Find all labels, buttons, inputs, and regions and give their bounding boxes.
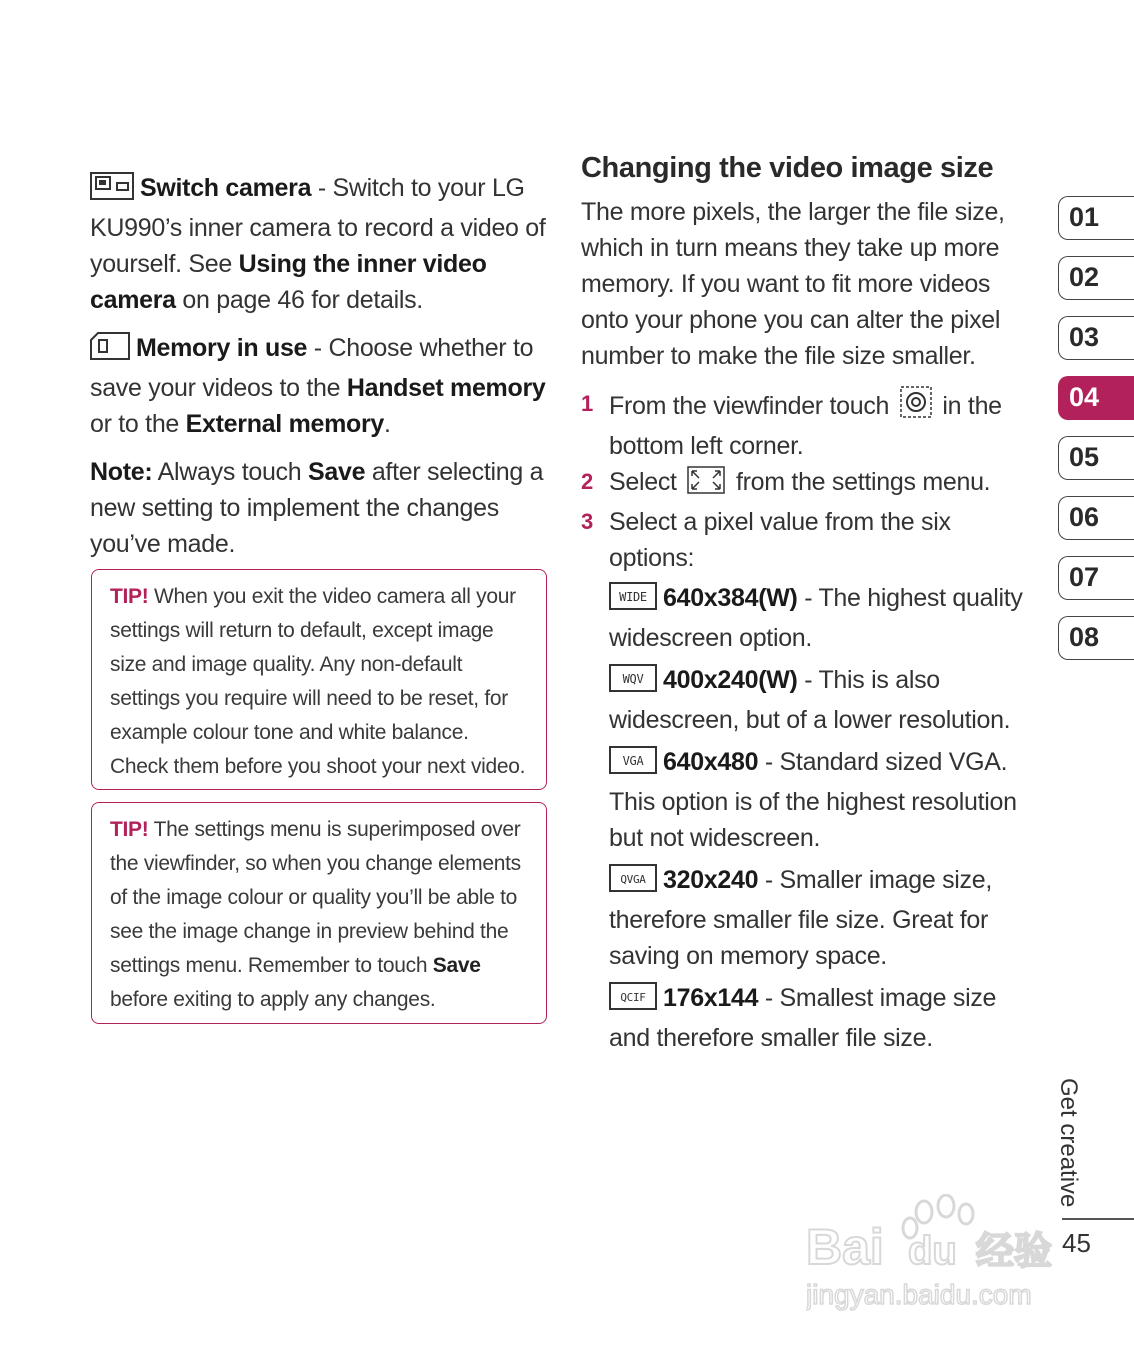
baidu-watermark xyxy=(806,1194,1070,1314)
left-column xyxy=(90,170,550,574)
memory-paragraph xyxy=(90,330,550,442)
step-1 xyxy=(581,386,1031,464)
option-desc: - Smallest image size and therefore smaller file size. xyxy=(609,984,997,1052)
option-wqv xyxy=(609,662,1031,738)
step-3 xyxy=(581,504,1031,576)
option-size: 640x384(W) xyxy=(663,584,798,612)
switch-camera-title: Switch camera xyxy=(140,174,312,202)
memory-card-icon xyxy=(90,332,130,370)
badge-text: QVGA xyxy=(620,873,646,886)
tab-08[interactable]: 08 xyxy=(1058,616,1134,660)
handset-memory-label: Handset memory xyxy=(346,374,546,402)
switch-camera-icon xyxy=(90,172,134,210)
memory-text: - Choose whether to save your videos to the xyxy=(90,334,534,402)
page-number: 45 xyxy=(1062,1228,1091,1258)
step-text: Select xyxy=(609,468,684,496)
step-number: 2 xyxy=(581,469,593,494)
option-desc: - Standard sized VGA. This option is of the highest resolution but not widescreen. xyxy=(609,748,1017,852)
switch-camera-text-end: on page 46 for details. xyxy=(175,286,423,314)
tab-06[interactable]: 06 xyxy=(1058,496,1134,540)
tab-05[interactable]: 05 xyxy=(1058,436,1134,480)
tip-box-2 xyxy=(91,802,547,1024)
inner-camera-reference: Using the inner video camera xyxy=(90,250,487,314)
step-text-end: from the settings menu. xyxy=(729,468,991,496)
memory-text-end: . xyxy=(384,410,391,438)
step-2 xyxy=(581,464,1031,504)
tab-07[interactable]: 07 xyxy=(1058,556,1134,600)
chapter-tabs xyxy=(1058,196,1134,676)
qcif-badge-icon xyxy=(609,982,657,1020)
tab-01[interactable]: 01 xyxy=(1058,196,1134,240)
badge-text: QCIF xyxy=(620,991,646,1004)
option-wide xyxy=(609,580,1031,656)
switch-camera-text: - Switch to your LG KU990’s inner camera to record a video of yourself. See xyxy=(90,174,546,278)
option-size: 640x480 xyxy=(663,748,759,776)
option-qvga xyxy=(609,862,1031,974)
option-desc: - The highest quality widescreen option. xyxy=(609,584,1023,652)
note-label: Note: xyxy=(90,458,153,486)
badge-text: WQV xyxy=(622,672,644,686)
note-paragraph xyxy=(90,454,550,562)
note-save-label: Save xyxy=(308,458,366,486)
option-desc: - Smaller image size, therefore smaller file size. Great for saving on memory space. xyxy=(609,866,992,970)
switch-camera-paragraph xyxy=(90,170,550,318)
watermark-du: du xyxy=(908,1229,957,1273)
badge-text: VGA xyxy=(622,754,644,768)
option-vga xyxy=(609,744,1031,856)
section-heading: Changing the video image size xyxy=(581,152,994,184)
option-size: 176x144 xyxy=(663,984,759,1012)
tab-02[interactable]: 02 xyxy=(1058,256,1134,300)
tip-box-1 xyxy=(91,569,547,790)
step-text: From the viewfinder touch xyxy=(609,392,896,420)
memory-text-mid: or to the xyxy=(90,410,186,438)
step-number: 1 xyxy=(581,391,593,416)
watermark-url: jingyan.baidu.com xyxy=(806,1279,1032,1310)
tab-04[interactable]: 04 xyxy=(1058,376,1134,420)
tip-label: TIP! xyxy=(110,585,149,608)
external-memory-label: External memory xyxy=(185,410,385,438)
option-size: 400x240(W) xyxy=(663,666,798,694)
step-text: Select a pixel value from the six options: xyxy=(609,508,951,572)
settings-gear-icon xyxy=(900,386,932,428)
vga-badge-icon xyxy=(609,746,657,784)
note-text-end: after selecting a new setting to implement the changes you’ve made. xyxy=(90,458,544,558)
page-number-rule xyxy=(1062,1218,1134,1220)
memory-title: Memory in use xyxy=(136,334,308,362)
image-size-icon xyxy=(687,466,725,504)
right-column xyxy=(581,150,1031,1062)
tip-text: When you exit the video camera all your settings will return to default, except image size and image quality. Any non-default settings you require will need to be reset, for example colour tone and white balance. Check them before you shoot your next video. xyxy=(110,585,526,778)
qvga-badge-icon xyxy=(609,864,657,902)
option-qcif xyxy=(609,980,1031,1056)
section-label-text: Get creative xyxy=(1055,1078,1082,1208)
wide-badge-icon xyxy=(609,582,657,620)
option-size: 320x240 xyxy=(663,866,759,894)
step-text-end: in the bottom left corner. xyxy=(609,392,1002,460)
watermark-bai: Bai xyxy=(806,1219,884,1275)
note-text: Always touch xyxy=(152,458,308,486)
tip-text: The settings menu is superimposed over the viewfinder, so when you change elements of the image colour or quality you’ll be able to see the image change in preview behind the settings menu. Remember to touch xyxy=(110,818,521,977)
tip-text-end: before exiting to apply any changes. xyxy=(110,988,436,1011)
watermark-jingyan: 经验 xyxy=(976,1229,1053,1273)
tip-save-label: Save xyxy=(432,954,481,977)
wqv-badge-icon xyxy=(609,664,657,702)
tip-label: TIP! xyxy=(110,818,149,841)
option-desc: - This is also widescreen, but of a lower resolution. xyxy=(609,666,1011,734)
step-number: 3 xyxy=(581,509,593,534)
section-label xyxy=(1054,1078,1090,1208)
intro-paragraph: The more pixels, the larger the file size, which in turn means they take up more memory. If you want to fit more videos onto your phone you can alter the pixel number to make the file size smaller. xyxy=(581,198,1005,370)
tab-03[interactable]: 03 xyxy=(1058,316,1134,360)
badge-text: WIDE xyxy=(619,590,647,604)
